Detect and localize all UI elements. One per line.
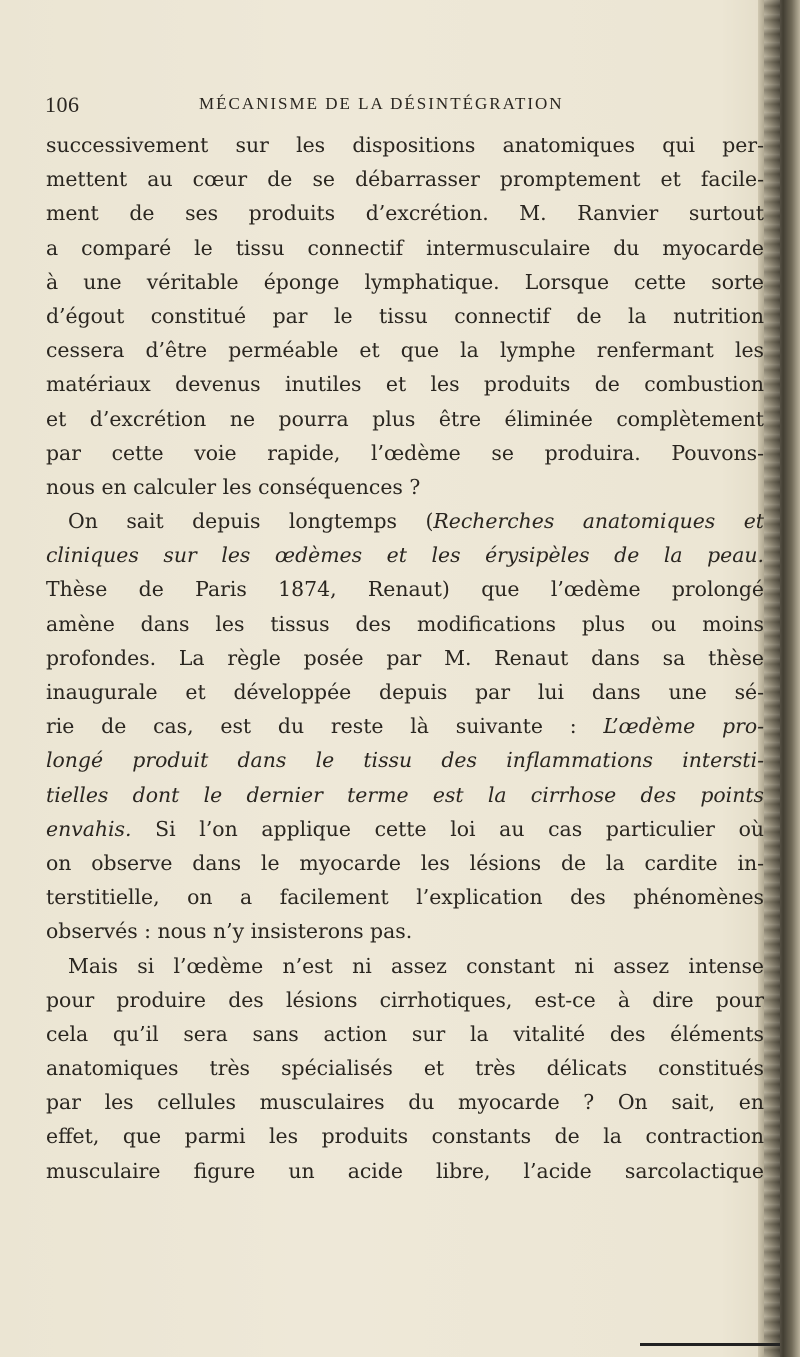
text-line <box>46 1119 764 1153</box>
text-line <box>46 983 764 1017</box>
text-span: par les cellules musculaires du myocarde ? On sait, en <box>46 1090 764 1115</box>
text-line <box>46 231 764 265</box>
text-line <box>46 1051 764 1085</box>
text-line <box>46 504 764 538</box>
text-line <box>46 949 764 983</box>
text-span: a comparé le tissu connectif intermusculaire du myocarde <box>46 235 764 260</box>
text-span: effet, que parmi les produits constants de la contraction <box>46 1124 764 1149</box>
body-text <box>46 128 764 1188</box>
text-line <box>46 367 764 401</box>
text-span: matériaux devenus inutiles et les produits de combustion <box>46 372 764 397</box>
text-line <box>46 743 764 777</box>
text-span: on observe dans le myocarde les lésions de la cardite in- <box>46 850 764 875</box>
text-span: par cette voie rapide, l’œdème se produira. Pouvons- <box>46 440 764 465</box>
italic-text: cliniques sur les œdèmes et les érysipèles de la peau. <box>46 543 764 568</box>
text-line <box>46 641 764 675</box>
text-line <box>46 333 764 367</box>
text-line <box>46 914 764 948</box>
text-line <box>46 436 764 470</box>
text-span: cessera d’être perméable et que la lymphe renfermant les <box>46 338 764 363</box>
text-line <box>46 1085 764 1119</box>
italic-text: Recherches anatomiques et <box>433 509 764 534</box>
text-line <box>46 812 764 846</box>
page-header <box>45 92 765 122</box>
text-span: anatomiques très spécialisés et très délicats constitués <box>46 1056 764 1081</box>
text-span: observés : nous n’y insisterons pas. <box>46 919 413 944</box>
text-span: cela qu’il sera sans action sur la vitalité des éléments <box>46 1021 764 1046</box>
text-line <box>46 880 764 914</box>
italic-text: longé produit dans le tissu des inflammations intersti- <box>46 748 764 773</box>
text-line <box>46 265 764 299</box>
bottom-rule <box>640 1343 780 1346</box>
text-span: musculaire figure un acide libre, l’acide sarcolactique <box>46 1158 764 1183</box>
text-line <box>46 778 764 812</box>
italic-text: L’œdème pro- <box>603 714 765 739</box>
text-line <box>46 572 764 606</box>
page-edge-shadow <box>758 0 800 1357</box>
text-line <box>46 299 764 333</box>
text-line <box>46 196 764 230</box>
text-span: à une véritable éponge lymphatique. Lorsque cette sorte <box>46 269 764 294</box>
text-line <box>46 538 764 572</box>
page-number: 106 <box>45 92 80 117</box>
text-line <box>46 846 764 880</box>
text-line <box>46 675 764 709</box>
text-line <box>46 709 764 743</box>
text-line <box>46 470 764 504</box>
text-span: nous en calculer les conséquences ? <box>46 474 421 499</box>
text-line <box>46 402 764 436</box>
text-line <box>46 1154 764 1188</box>
text-line <box>46 128 764 162</box>
text-span: et d’excrétion ne pourra plus être éliminée complètement <box>46 406 764 431</box>
text-span: d’égout constitué par le tissu connectif de la nutrition <box>46 303 764 328</box>
italic-text: tielles dont le dernier terme est la cirrhose des points <box>46 782 764 807</box>
text-span: pour produire des lésions cirrhotiques, est-ce à dire pour <box>46 987 764 1012</box>
text-span: terstitielle, on a facilement l’explication des phénomènes <box>46 885 764 910</box>
text-span: ment de ses produits d’excrétion. M. Ranvier surtout <box>46 201 764 226</box>
italic-text: envahis. <box>46 816 132 841</box>
text-span: Mais si l’œdème n’est ni assez constant ni assez intense <box>68 953 764 978</box>
text-span: successivement sur les dispositions anatomiques qui per- <box>46 133 764 157</box>
text-line <box>46 162 764 196</box>
text-span: On sait depuis longtemps ( <box>68 509 434 534</box>
running-title: MÉCANISME DE LA DÉSINTÉGRATION <box>199 94 564 113</box>
text-span: Thèse de Paris 1874, Renaut) que l’œdème prolongé <box>46 577 764 602</box>
text-span: rie de cas, est du reste là suivante : <box>46 714 604 739</box>
text-span: profondes. La règle posée par M. Renaut dans sa thèse <box>46 645 764 670</box>
text-span: Si l’on applique cette loi au cas particulier où <box>131 816 764 841</box>
text-line <box>46 1017 764 1051</box>
text-span: inaugurale et développée depuis par lui dans une sé- <box>46 680 764 704</box>
text-span: amène dans les tissus des modifications plus ou moins <box>46 611 764 636</box>
text-span: mettent au cœur de se débarrasser promptement et facile- <box>46 167 764 192</box>
text-line <box>46 607 764 641</box>
